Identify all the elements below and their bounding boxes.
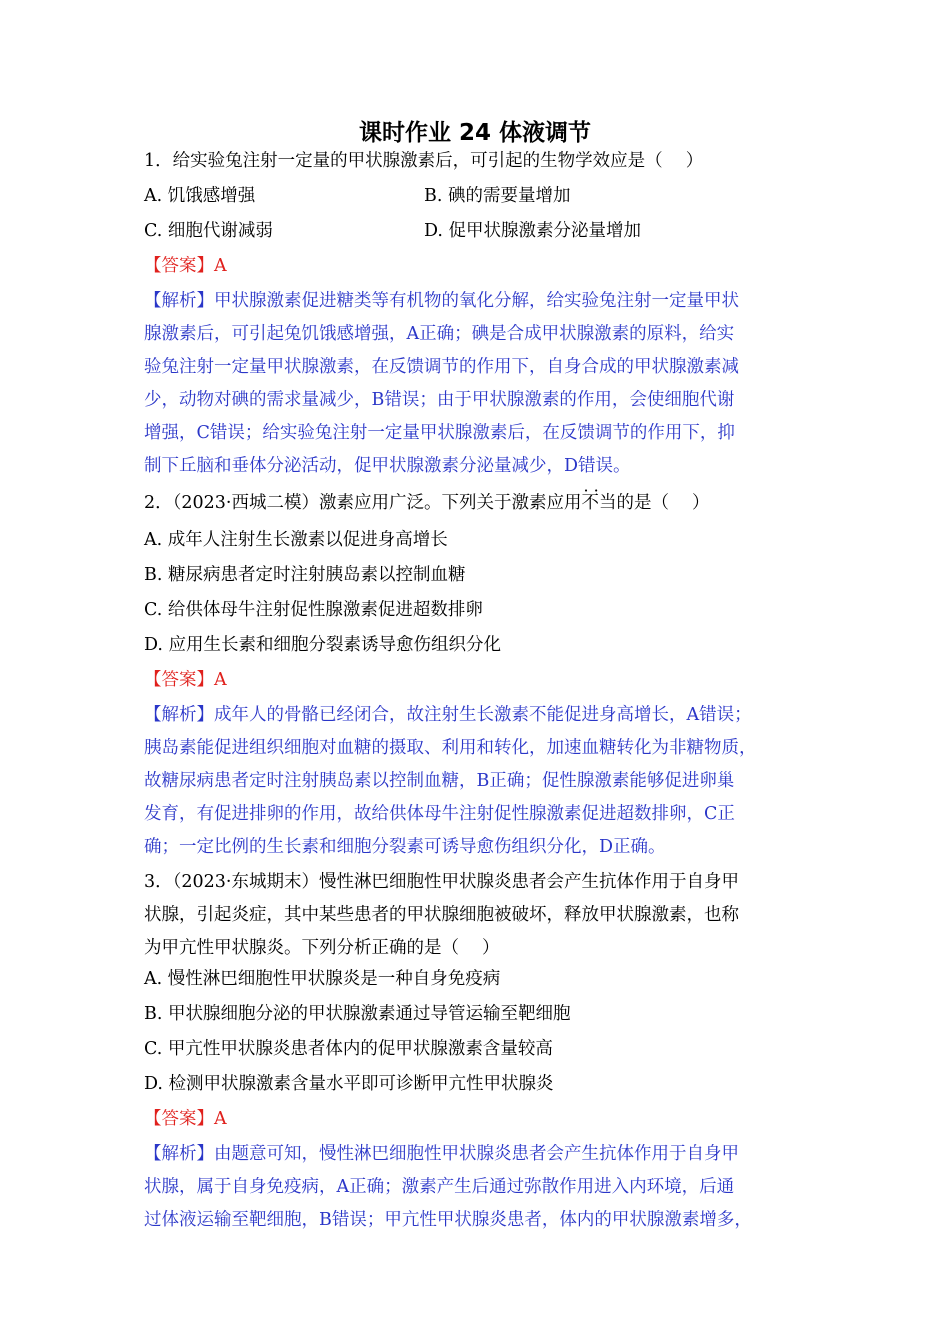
q2-stem-text: 2．（2023·西城二模）激素应用广泛。下列关于激素应用 [144,493,582,513]
q1-analysis-line: 少，动物对碘的需求量减少，B错误；由于甲状腺激素的作用，会使细胞代谢 [144,390,735,410]
answer-value: A [214,256,227,276]
q3-option-b: B. 甲状腺细胞分泌的甲状腺激素通过导管运输至靶细胞 [144,1004,571,1024]
q1-analysis-line: 验兔注射一定量甲状腺激素，在反馈调节的作用下，自身合成的甲状腺激素减 [144,357,739,377]
q2-option-a: A. 成年人注射生长激素以促进身高增长 [144,530,448,550]
q2-analysis-line: 发育，有促进排卵的作用，故给供体母牛注射促性腺激素促进超数排卵，C正 [144,804,735,824]
q3-answer [144,1106,814,1132]
q1-analysis-line: 腺激素后，可引起兔饥饿感增强，A正确；碘是合成甲状腺激素的原料，给实 [144,324,735,344]
answer-label: 【答案】 [144,1109,214,1129]
q1-option-a: A. 饥饿感增强 [144,186,256,206]
q1-stem: 1．给实验兔注射一定量的甲状腺激素后，可引起的生物学效应是（ ） [144,151,704,171]
q1-analysis-line: 制下丘脑和垂体分泌活动，促甲状腺激素分泌量减少，D错误。 [144,456,631,476]
q2-analysis-line: 【解析】成年人的骨骼已经闭合，故注射生长激素不能促进身高增长，A错误； [144,705,752,725]
q2-analysis-line: 确；一定比例的生长素和细胞分裂素可诱导愈伤组织分化，D正确。 [144,837,666,857]
q1-analysis-line: 增强，C错误；给实验兔注射一定量甲状腺激素后，在反馈调节的作用下，抑 [144,423,735,443]
q2-answer [144,667,814,693]
q2-analysis-line: 故糖尿病患者定时注射胰岛素以控制血糖，B正确；促性腺激素能够促进卵巢 [144,771,735,791]
answer-label: 【答案】 [144,670,214,690]
q1-analysis-line: 【解析】甲状腺激素促进糖类等有机物的氧化分解，给实验兔注射一定量甲状 [144,291,739,311]
q3-stem-line: 状腺，引起炎症，其中某些患者的甲状腺细胞被破坏，释放甲状腺激素，也称 [144,905,739,925]
q2-option-b: B. 糖尿病患者定时注射胰岛素以控制血糖 [144,565,466,585]
answer-value: A [214,1109,227,1129]
q1-answer [144,253,814,279]
answer-label: 【答案】 [144,256,214,276]
q2-stem-text-end: 的是（ ） [616,493,710,513]
page-title: 课时作业 24 体液调节 [358,120,592,146]
q3-stem-line: 为甲亢性甲状腺炎。下列分析正确的是（ ） [144,938,500,958]
q2-option-c: C. 给供体母牛注射促性腺激素促进超数排卵 [144,600,483,620]
q2-stem-emphasis: 不当 · · [581,493,616,513]
q3-option-c: C. 甲亢性甲状腺炎患者体内的促甲状腺激素含量较高 [144,1039,553,1059]
q3-analysis-line: 状腺，属于自身免疫病，A正确；激素产生后通过弥散作用进入内环境，后通 [144,1177,735,1197]
q1-option-b: B. 碘的需要量增加 [424,186,571,206]
q2-option-d: D. 应用生长素和细胞分裂素诱导愈伤组织分化 [144,635,502,655]
q2-analysis-line: 胰岛素能促进组织细胞对血糖的摄取、利用和转化，加速血糖转化为非糖物质， [144,738,757,758]
q3-analysis-line: 过体液运输至靶细胞，B错误；甲亢性甲状腺炎患者，体内的甲状腺激素增多， [144,1210,752,1230]
q3-analysis-line: 【解析】由题意可知，慢性淋巴细胞性甲状腺炎患者会产生抗体作用于自身甲 [144,1144,739,1164]
q3-stem-line: 3．（2023·东城期末）慢性淋巴细胞性甲状腺炎患者会产生抗体作用于自身甲 [144,872,739,892]
q1-option-c: C. 细胞代谢减弱 [144,221,273,241]
q2-stem [144,490,814,516]
q3-option-a: A. 慢性淋巴细胞性甲状腺炎是一种自身免疫病 [144,969,501,989]
q3-option-d: D. 检测甲状腺激素含量水平即可诊断甲亢性甲状腺炎 [144,1074,554,1094]
answer-value: A [214,670,227,690]
q1-option-d: D. 促甲状腺激素分泌量增加 [424,221,642,241]
